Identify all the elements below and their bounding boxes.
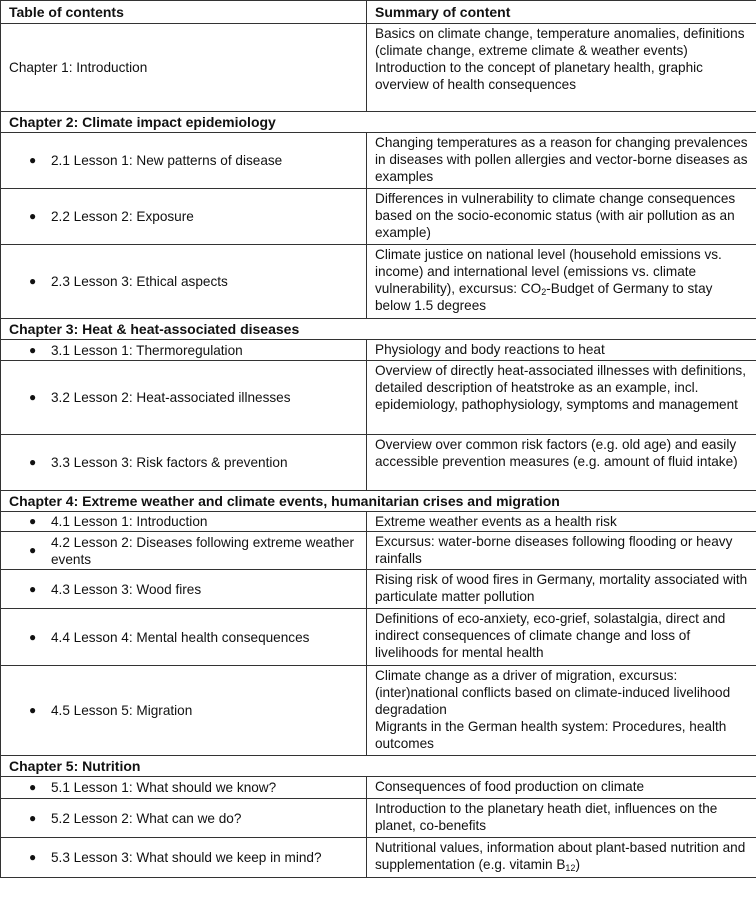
summary-cell: [367, 838, 756, 878]
table-row: [1, 189, 756, 245]
lesson-cell: [1, 799, 367, 838]
bullet-icon: ●: [29, 390, 37, 404]
lesson-label: 4.5 Lesson 5: Migration: [51, 703, 193, 718]
table-row: [1, 570, 756, 609]
summary-text: ): [575, 857, 580, 872]
lesson-label: 3.1 Lesson 1: Thermoregulation: [51, 342, 243, 358]
lesson-label: 2.3 Lesson 3: Ethical aspects: [51, 274, 228, 289]
bullet-icon: ●: [29, 703, 37, 717]
lesson-cell: [1, 189, 367, 245]
summary-text: Overview of directly heat-associated illnesses with definitions, detailed description of heatstroke as an example, incl. epidemiology, pathophysiology, symptoms and management: [367, 361, 756, 435]
bullet-icon: ●: [29, 810, 37, 825]
chapter-4-title: Chapter 4: Extreme weather and climate events, humanitarian crises and migration: [1, 491, 756, 512]
table-row: [1, 799, 756, 838]
summary-text: Rising risk of wood fires in Germany, mortality associated with particulate matter pollution: [367, 570, 756, 609]
lesson-cell: [1, 609, 367, 666]
chapter-row: [1, 756, 756, 777]
lesson-label: 3.2 Lesson 2: Heat-associated illnesses: [51, 390, 291, 405]
summary-cell: [367, 24, 756, 112]
table-row: [1, 340, 756, 361]
summary-text: Differences in vulnerability to climate change consequences based on the socio-economic status (with air pollution as an example): [367, 189, 756, 245]
table-row: [1, 666, 756, 756]
lesson-cell: [1, 133, 367, 189]
summary-text: Climate change as a driver of migration, excursus: (inter)national conflicts based on climate-induced livelihood degradation: [375, 668, 731, 717]
summary-text: Excursus: water-borne diseases following flooding or heavy rainfalls: [367, 532, 756, 570]
lesson-cell: [1, 666, 367, 756]
lesson-label: 5.2 Lesson 2: What can we do?: [51, 810, 242, 826]
chapter-row: [1, 319, 756, 340]
lesson-cell: [1, 777, 367, 799]
summary-cell: [367, 666, 756, 756]
table-row: [1, 838, 756, 878]
table-row: [1, 24, 756, 112]
chapter-row: [1, 112, 756, 133]
lesson-cell: [1, 435, 367, 491]
summary-text: -Budget of Germany to stay below 1.5 degrees: [375, 281, 713, 313]
chapter-row: [1, 491, 756, 512]
summary-text: Extreme weather events as a health risk: [367, 512, 756, 532]
summary-text: Changing temperatures as a reason for changing prevalences in diseases with pollen allergies and vector-borne diseases as examples: [367, 133, 756, 189]
header-toc: Table of contents: [1, 1, 367, 24]
bullet-icon: ●: [29, 455, 37, 469]
bullet-icon: ●: [29, 342, 37, 357]
bullet-icon: ●: [29, 629, 37, 644]
lesson-label: 2.2 Lesson 2: Exposure: [51, 209, 194, 224]
summary-text: Overview over common risk factors (e.g. old age) and easily accessible prevention measures (e.g. amount of fluid intake): [367, 435, 756, 491]
chapter-3-title: Chapter 3: Heat & heat-associated diseases: [1, 319, 756, 340]
lesson-cell: [1, 245, 367, 319]
lesson-label: 5.3 Lesson 3: What should we keep in mind?: [51, 850, 322, 865]
bullet-icon: ●: [29, 153, 37, 167]
bullet-icon: ●: [29, 514, 37, 528]
lesson-label: 4.3 Lesson 3: Wood fires: [51, 581, 202, 597]
chapter-5-title: Chapter 5: Nutrition: [1, 756, 756, 777]
lesson-cell: [1, 532, 367, 570]
lesson-label: 4.1 Lesson 1: Introduction: [51, 514, 208, 529]
summary-text: Introduction to the planetary heath diet, influences on the planet, co-benefits: [367, 799, 756, 838]
lesson-label: 4.2 Lesson 2: Diseases following extreme weather events: [51, 534, 354, 567]
table-row: [1, 245, 756, 319]
table-row: [1, 361, 756, 435]
table-row: [1, 532, 756, 570]
lesson-label: 3.3 Lesson 3: Risk factors & prevention: [51, 455, 288, 470]
subscript-text: 12: [565, 863, 576, 873]
summary-text: Basics on climate change, temperature anomalies, definitions (climate change, extreme climate & weather events): [375, 26, 745, 58]
table-row: [1, 133, 756, 189]
lesson-label: 4.4 Lesson 4: Mental health consequences: [51, 629, 310, 645]
header-summary: Summary of content: [367, 1, 756, 24]
bullet-icon: ●: [29, 209, 37, 223]
table-row: [1, 512, 756, 532]
summary-text: Migrants in the German health system: Procedures, health outcomes: [375, 719, 727, 751]
subscript-text: 2: [541, 287, 547, 297]
bullet-icon: ●: [29, 581, 37, 596]
table-row: [1, 609, 756, 666]
summary-text: Consequences of food production on climate: [367, 777, 756, 799]
chapter-1-title: Chapter 1: Introduction: [1, 24, 367, 112]
lesson-cell: [1, 570, 367, 609]
bullet-icon: ●: [29, 780, 37, 794]
lesson-cell: [1, 838, 367, 878]
summary-text: Nutritional values, information about plant-based nutrition and supplementation (e.g. vitamin B: [375, 840, 746, 872]
summary-text: Physiology and body reactions to heat: [367, 340, 756, 361]
summary-text: Definitions of eco-anxiety, eco-grief, solastalgia, direct and indirect consequences of climate change and loss of livelihoods for mental health: [367, 609, 756, 666]
table-row: [1, 435, 756, 491]
lesson-label: 2.1 Lesson 1: New patterns of disease: [51, 153, 283, 168]
lesson-cell: [1, 340, 367, 361]
table-row: [1, 777, 756, 799]
bullet-icon: ●: [29, 543, 37, 557]
bullet-icon: ●: [29, 274, 37, 288]
header-row: [1, 1, 756, 24]
bullet-icon: ●: [29, 850, 37, 864]
lesson-label: 5.1 Lesson 1: What should we know?: [51, 780, 277, 795]
lesson-cell: [1, 361, 367, 435]
summary-text: Climate justice on national level (household emissions vs. income) and international level (emissions vs. climate vulnerability), excursus: CO: [375, 247, 722, 296]
chapter-2-title: Chapter 2: Climate impact epidemiology: [1, 112, 756, 133]
lesson-cell: [1, 512, 367, 532]
summary-text: Introduction to the concept of planetary health, graphic overview of health consequences: [375, 60, 703, 92]
summary-cell: [367, 245, 756, 319]
